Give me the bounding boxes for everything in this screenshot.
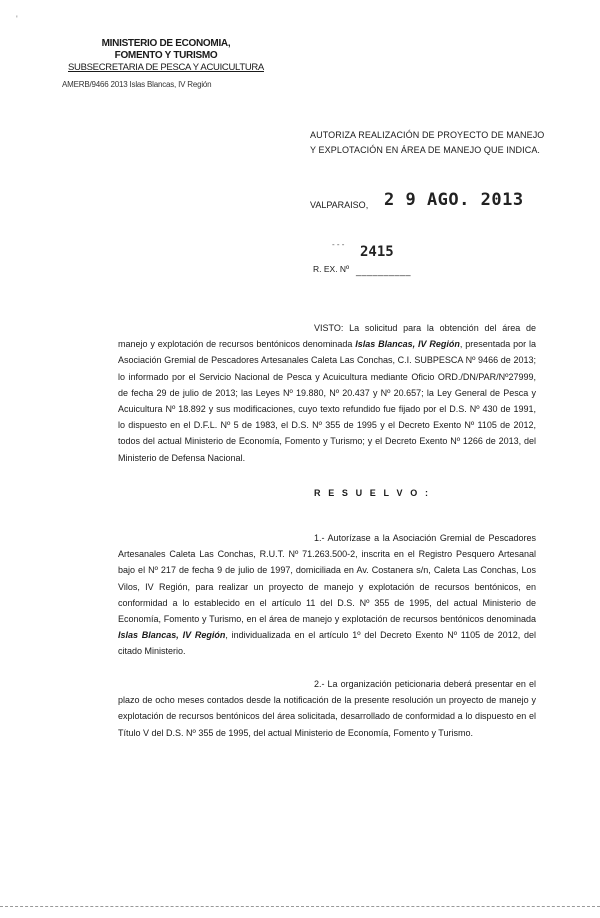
file-reference: AMERB/9466 2013 Islas Blancas, IV Región <box>62 80 212 89</box>
item-1-lead: 1.- Autorízase a la Asociación Gremial de <box>314 533 485 543</box>
subject-block <box>310 128 580 158</box>
item-2-paragraph <box>118 676 536 741</box>
item-1-text-2: , individualizada en el artículo 1º del Decreto Exento Nº 1105 de 2012, del citado Ministerio. <box>118 630 536 657</box>
subsecretaria-line: SUBSECRETARIA DE PESCA Y ACUICULTURA <box>68 62 264 73</box>
visto-lead: VISTO: <box>314 323 344 333</box>
visto-area-name: Islas Blancas, IV Región <box>355 339 460 350</box>
ministry-line-2: FOMENTO Y TURISMO <box>114 50 218 61</box>
resolution-label: R. EX. Nº <box>313 264 350 274</box>
resolution-number: 2415 <box>360 244 394 260</box>
visto-paragraph <box>118 320 536 466</box>
subject-line-1: AUTORIZA REALIZACIÓN DE PROYECTO DE MANEJO <box>310 130 545 140</box>
visto-text-1: La solicitud para la obtención del área de manejo y explotación de recursos bentónicos denominada <box>118 323 536 350</box>
dateline-stamp: 2 9 AGO. 2013 <box>384 190 524 210</box>
item-1-paragraph <box>118 530 536 660</box>
resolution-blank: __________ <box>356 266 412 276</box>
resolution-dash: - - - <box>332 240 345 249</box>
item-1-text-1: Pescadores Artesanales Caleta Las Conchas, R.U.T. Nº 71.263.500-2, inscrita en el Registro Pesquero Artesanal bajo el Nº 217 de fecha 9 de julio de 1997, domiciliada en Av. Costanera s/n, Caleta Las Conchas, Los Vilos, IV Región, para realizar un proyecto de manejo y explotación de recursos bentónicos, en conformidad a lo establecido en el artículo 11 del D.S. Nº 355 de 1995, del actual Ministerio de Economía, Fomento y Turismo, en el área de manejo y explotación de recursos bentónicos denominada <box>118 533 536 625</box>
page-bottom-rule <box>0 906 600 907</box>
ministry-line-1: MINISTERIO DE ECONOMIA, <box>101 38 231 49</box>
resuelvo-heading: R E S U E L V O : <box>314 488 431 498</box>
letterhead <box>56 38 276 74</box>
visto-text-2: , presentada por la Asociación Gremial de Pescadores Artesanales Caleta Las Conchas, C.I. SUBPESCA Nº 9466 de 2013; lo informado por el Servicio Nacional de Pesca y Acuicultura mediante Oficio ORD./DN/PAR/Nº27999, de fecha 29 de julio de 2013; las Leyes Nº 19.880, Nº 20.437 y Nº 20.657; la Ley General de Pesca y Acuicultura Nº 18.892 y sus modificaciones, cuyo texto refundido fue fijado por el D.S. Nº 430 de 1991, lo dispuesto en el D.F.L. Nº 5 de 1983, el D.S. Nº 355 de 1995 y el Decreto Exento Nº 1105 de 2012, todos del actual Ministerio de Economía, Fomento y Turismo; y el Decreto Exento Nº 1266 de 2013, del Ministerio de Defensa Nacional. <box>118 339 536 463</box>
dateline-place: VALPARAISO, <box>310 200 369 210</box>
item-1-area-name: Islas Blancas, IV Región <box>118 630 226 641</box>
item-2-text: en el plazo de ocho meses contados desde la notificación de la presente resolución un proyecto de manejo y explotación de recursos bentónicos del área solicitada, desarrollado de conformidad a lo dispuesto en el Título V del D.S. Nº 355 de 1995, del actual Ministerio de Economía, Fomento y Turismo. <box>118 679 536 738</box>
subject-line-2: Y EXPLOTACIÓN EN ÁREA DE MANEJO QUE INDICA. <box>310 145 541 155</box>
item-2-lead: 2.- La organización peticionaria deberá presentar <box>314 679 513 689</box>
corner-mark: ' <box>16 14 18 24</box>
